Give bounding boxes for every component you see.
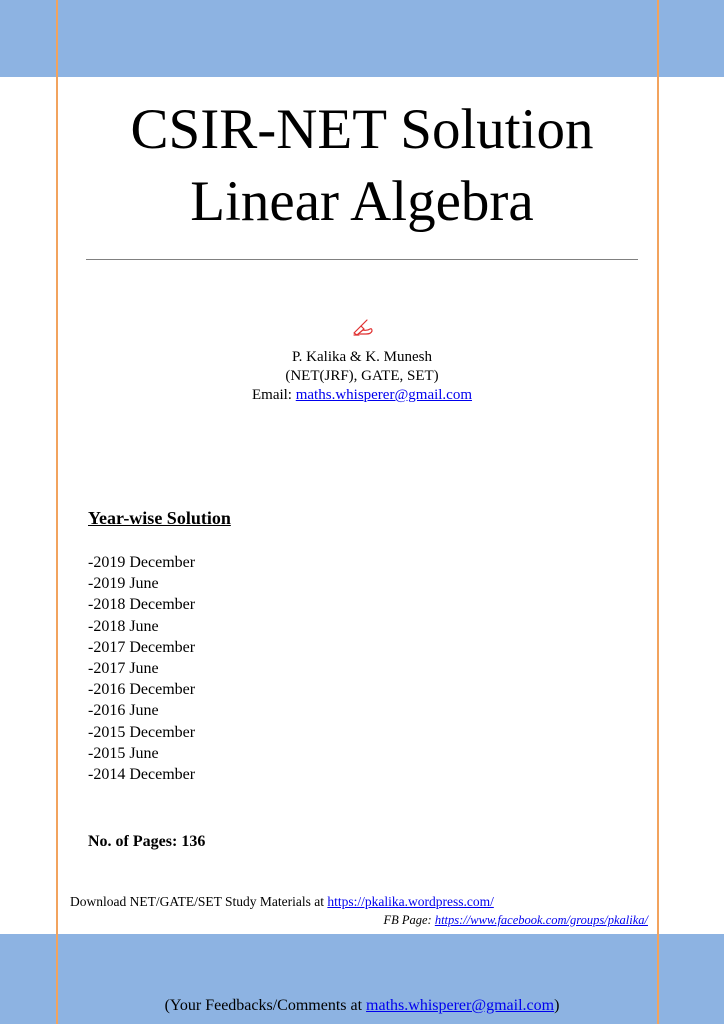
author-names: P. Kalika & K. Munesh: [292, 349, 432, 365]
download-line: [70, 894, 494, 910]
author-qualifications: (NET(JRF), GATE, SET): [285, 368, 439, 384]
fb-line: [383, 913, 648, 928]
left-border-line: [56, 0, 58, 1024]
feedback-close: ): [554, 997, 560, 1014]
year-item: -2019 June: [88, 575, 159, 593]
year-item: -2018 June: [88, 617, 159, 635]
download-link[interactable]: https://pkalika.wordpress.com/: [327, 894, 494, 909]
title-line-1: CSIR-NET Solution: [130, 98, 594, 161]
page-count: No. of Pages: 136: [88, 833, 206, 850]
title-line-2: Linear Algebra: [190, 170, 534, 233]
year-item: -2017 December: [88, 638, 196, 656]
year-item: -2014 December: [88, 766, 196, 784]
feedback-email-link[interactable]: maths.whisperer@gmail.com: [366, 997, 555, 1014]
year-wise-heading: Year-wise Solution: [88, 508, 231, 528]
year-item: -2015 December: [88, 723, 196, 741]
download-text: Download NET/GATE/SET Study Materials at: [70, 894, 328, 909]
writing-hand-icon: [352, 318, 374, 336]
year-item: -2018 December: [88, 596, 196, 614]
fb-text: FB Page:: [383, 913, 435, 927]
feedback-open: (Your Feedbacks/Comments at: [164, 997, 367, 1014]
feedback-line: [0, 997, 724, 1015]
email-label: Email:: [251, 387, 296, 403]
year-list: [88, 552, 195, 785]
year-item: -2016 December: [88, 681, 196, 699]
year-item: -2016 June: [88, 702, 159, 720]
fb-link[interactable]: https://www.facebook.com/groups/pkalika/: [434, 913, 648, 927]
title-divider: [86, 259, 638, 260]
author-email-line: [60, 386, 664, 405]
year-item: -2017 June: [88, 660, 159, 678]
top-band: [0, 0, 724, 77]
year-item: -2019 December: [88, 554, 196, 571]
year-item: -2015 June: [88, 744, 159, 762]
email-link[interactable]: maths.whisperer@gmail.com: [295, 387, 473, 403]
